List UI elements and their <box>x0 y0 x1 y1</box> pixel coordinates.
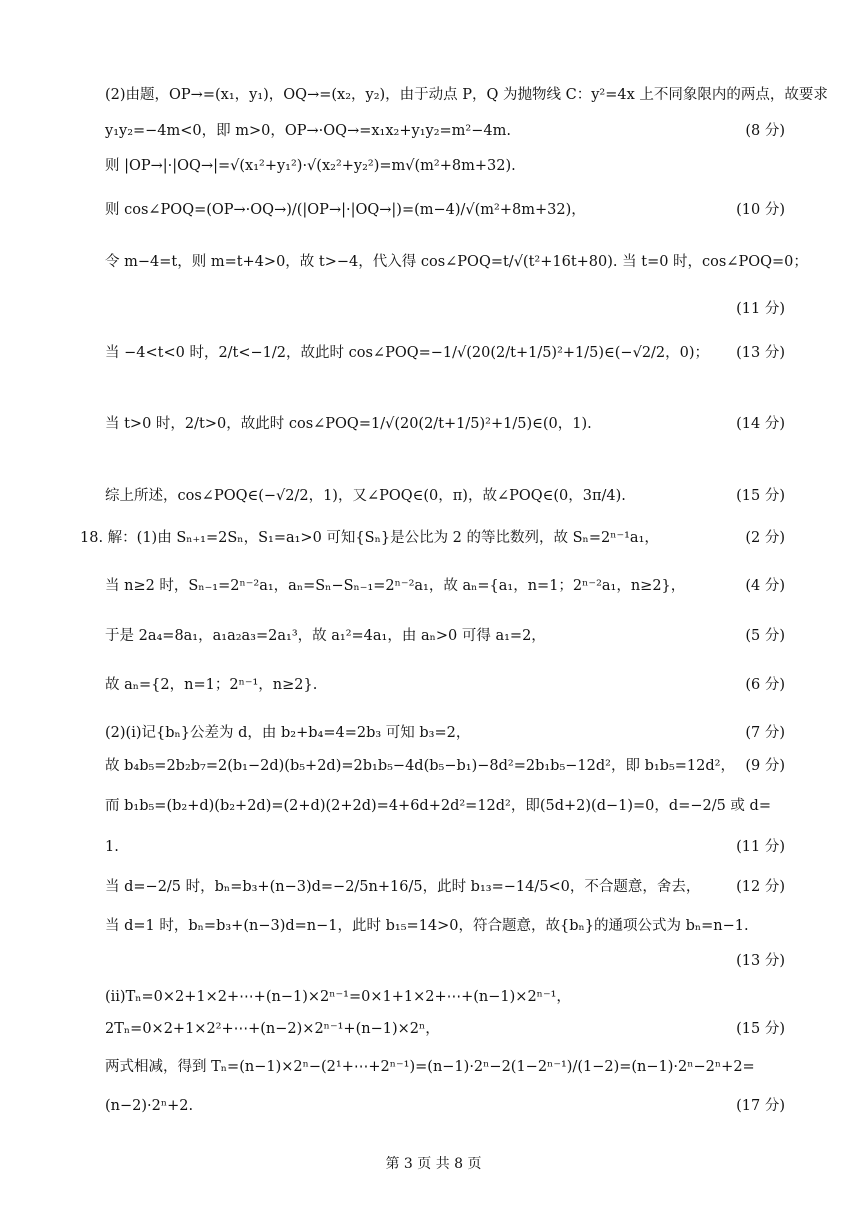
text-line-5: 令 m−4=t，则 m=t+4>0，故 t>−4，代入得 cos∠POQ=t/√(t²+16t+80). 当 t=0 时，cos∠POQ=0； <box>105 254 808 270</box>
score-label-15: (13 分) <box>736 953 785 969</box>
text-line-10: 当 n≥2 时，Sₙ₋₁=2ⁿ⁻²a₁，aₙ=Sₙ−Sₙ₋₁=2ⁿ⁻²a₁，故 aₙ={a₁，n=1；2ⁿ⁻²a₁，n≥2}， <box>105 578 686 594</box>
text-line-14: 故 b₄b₅=2b₂b₇=2(b₁−2d)(b₅+2d)=2b₁b₅−4d(b₅−b₁)−8d²=2b₁b₅−12d²，即 b₁b₅=12d²， <box>105 758 735 774</box>
score-label-5: (14 分) <box>736 416 785 432</box>
text-line-21: 两式相减，得到 Tₙ=(n−1)×2ⁿ−(2¹+⋯+2ⁿ⁻¹)=(n−1)·2ⁿ−2(1−2ⁿ⁻¹)/(1−2)=(n−1)·2ⁿ−2ⁿ+2= <box>105 1059 755 1075</box>
text-line-8: 综上所述，cos∠POQ∈(−√2/2，1)，又∠POQ∈(0，π)，故∠POQ∈(0，3π/4). <box>105 488 626 504</box>
score-label-13: (11 分) <box>736 839 785 855</box>
text-line-19: (ⅱ)Tₙ=0×2+1×2+⋯+(n−1)×2ⁿ⁻¹=0×1+1×2+⋯+(n−1)×2ⁿ⁻¹， <box>105 989 571 1005</box>
text-line-18: 当 d=1 时，bₙ=b₃+(n−3)d=n−1，此时 b₁₅=14>0，符合题意，故{bₙ}的通项公式为 bₙ=n−1. <box>105 918 749 934</box>
score-label-2: (10 分) <box>736 202 785 218</box>
score-label-11: (7 分) <box>745 725 785 741</box>
text-line-9: 18. 解：(1)由 Sₙ₊₁=2Sₙ，S₁=a₁>0 可知{Sₙ}是公比为 2 的等比数列，故 Sₙ=2ⁿ⁻¹a₁， <box>80 530 659 546</box>
text-line-1: (2)由题，OP→=(x₁，y₁)，OQ→=(x₂，y₂)，由于动点 P，Q 为抛物线 C：y²=4x 上不同象限内的两点，故要求 <box>105 87 828 103</box>
score-label-14: (12 分) <box>736 879 785 895</box>
text-line-22: (n−2)·2ⁿ+2. <box>105 1098 194 1114</box>
score-label-7: (2 分) <box>745 530 785 546</box>
score-label-6: (15 分) <box>736 488 785 504</box>
score-label-12: (9 分) <box>745 758 785 774</box>
score-label-9: (5 分) <box>745 628 785 644</box>
text-line-6: 当 −4<t<0 时，2/t<−1/2，故此时 cos∠POQ=−1/√(20(2/t+1/5)²+1/5)∈(−√2/2，0)； <box>105 345 710 361</box>
score-label-1: (8 分) <box>745 123 785 139</box>
text-line-11: 于是 2a₄=8a₁，a₁a₂a₃=2a₁³，故 a₁²=4a₁，由 aₙ>0 可得 a₁=2， <box>105 628 546 644</box>
text-line-2: y₁y₂=−4m<0，即 m>0，OP→·OQ→=x₁x₂+y₁y₂=m²−4m. <box>105 123 511 139</box>
score-label-3: (11 分) <box>736 301 785 317</box>
text-line-13: (2)(ⅰ)记{bₙ}公差为 d，由 b₂+b₄=4=2b₃ 可知 b₃=2， <box>105 725 471 741</box>
text-line-12: 故 aₙ={2，n=1；2ⁿ⁻¹，n≥2}. <box>105 677 318 693</box>
score-label-4: (13 分) <box>736 345 785 361</box>
score-label-8: (4 分) <box>745 578 785 594</box>
text-line-16: 1. <box>105 839 119 855</box>
text-line-7: 当 t>0 时，2/t>0，故此时 cos∠POQ=1/√(20(2/t+1/5)²+1/5)∈(0，1). <box>105 416 592 432</box>
score-label-16: (15 分) <box>736 1021 785 1037</box>
page-footer: 第 3 页 共 8 页 <box>385 1156 482 1172</box>
text-line-17: 当 d=−2/5 时，bₙ=b₃+(n−3)d=−2/5n+16/5，此时 b₁₃=−14/5<0，不合题意，舍去， <box>105 879 701 895</box>
text-line-20: 2Tₙ=0×2+1×2²+⋯+(n−2)×2ⁿ⁻¹+(n−1)×2ⁿ， <box>105 1021 440 1037</box>
score-label-10: (6 分) <box>745 677 785 693</box>
text-line-15: 而 b₁b₅=(b₂+d)(b₂+2d)=(2+d)(2+2d)=4+6d+2d²=12d²，即(5d+2)(d−1)=0，d=−2/5 或 d= <box>105 798 771 814</box>
text-line-4: 则 cos∠POQ=(OP→·OQ→)/(|OP→|·|OQ→|)=(m−4)/√(m²+8m+32)， <box>105 202 586 218</box>
score-label-17: (17 分) <box>736 1098 785 1114</box>
text-line-3: 则 |OP→|·|OQ→|=√(x₁²+y₁²)·√(x₂²+y₂²)=m√(m²+8m+32). <box>105 158 516 174</box>
